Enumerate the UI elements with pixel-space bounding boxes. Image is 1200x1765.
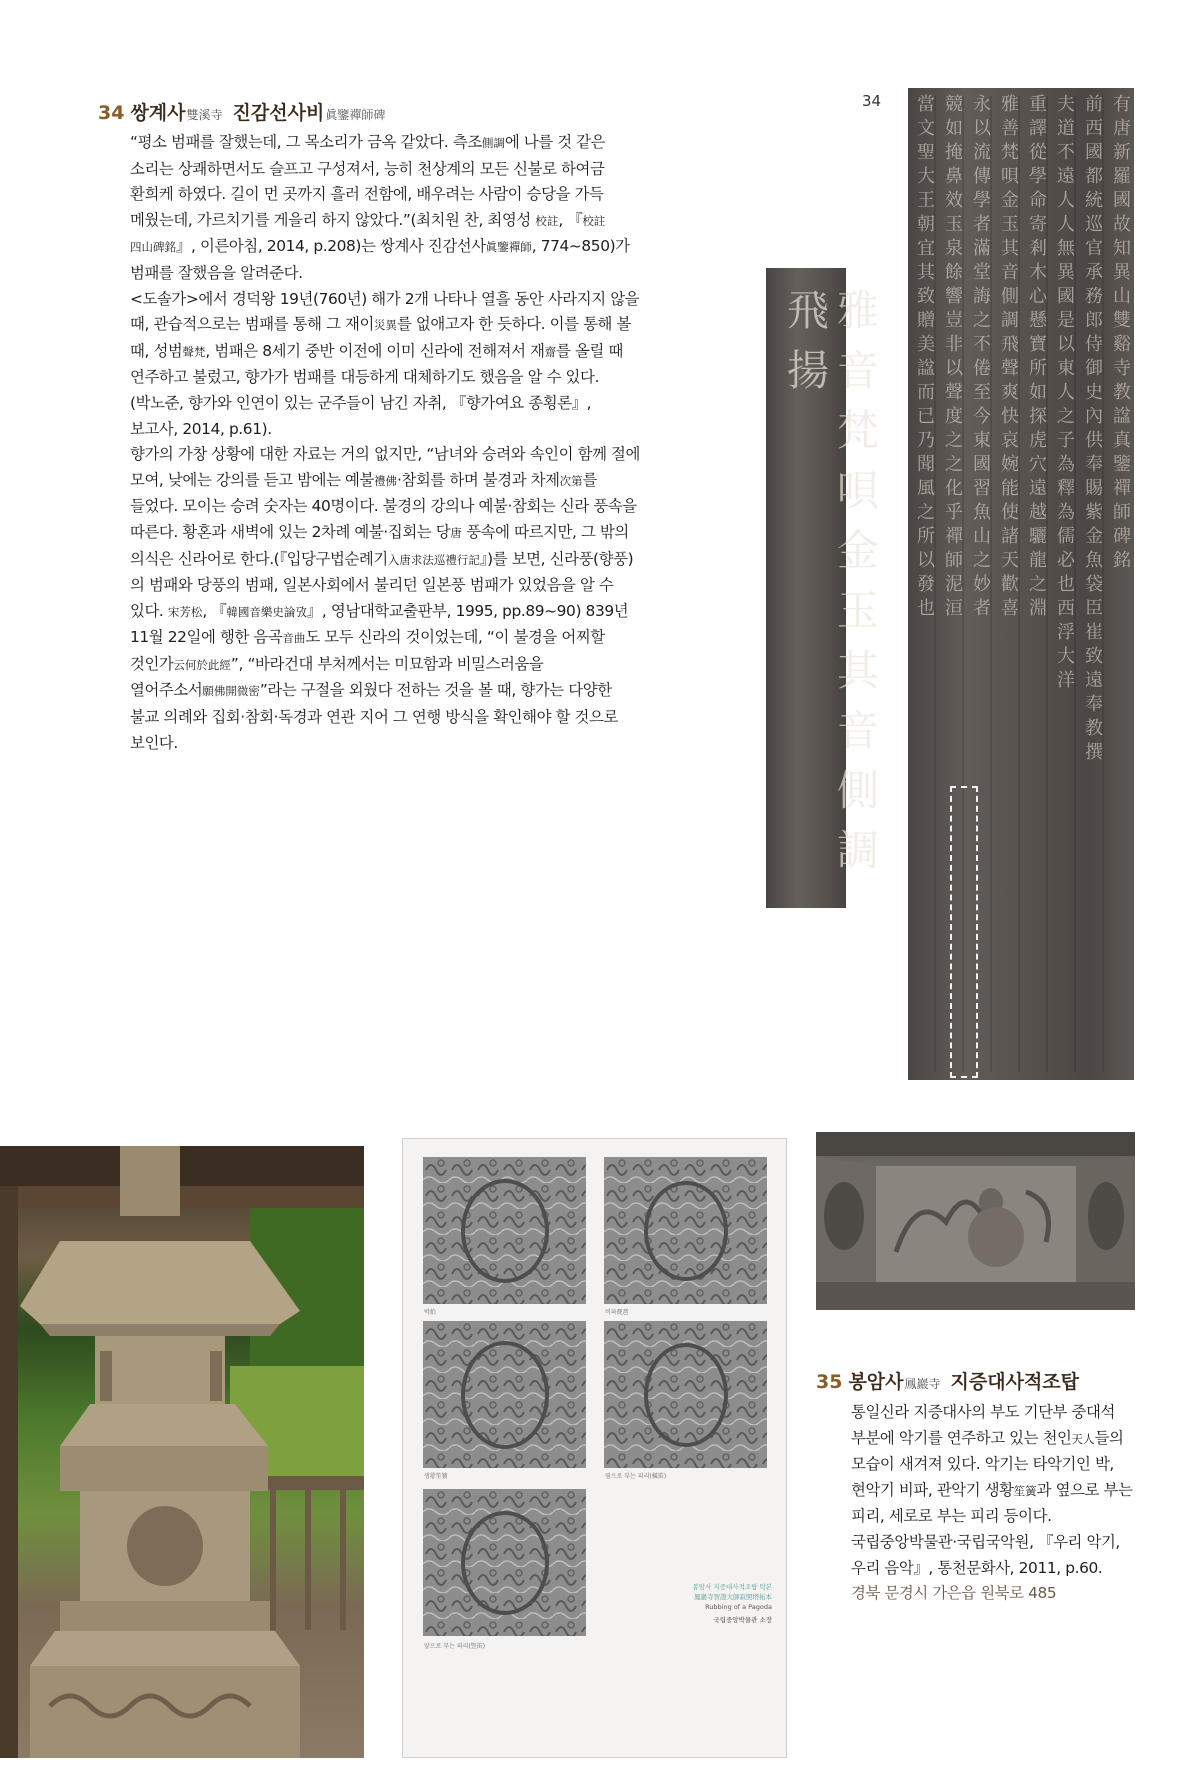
tile-caption: 비파琵琶	[605, 1309, 629, 1316]
hanja-run: 音曲	[282, 631, 306, 646]
rubbing-column: 競如掩鼻效玉泉餘響豈非以聲度之之化乎禪師泥洹	[942, 94, 963, 622]
text-run: 를 들었다. 모이는 승려 숫자는 40명이다. 불경의 강의나 예불·참회는 신라 풍속을 따른다. 황혼과 새벽에 있는 2차례 예불·집회는 당	[130, 470, 637, 541]
text-run: , 범패은 8세기 중반 이전에 이미 신라에 전해져서 재	[205, 341, 545, 360]
rubbing-tile-bipa	[604, 1157, 767, 1304]
stele-rubbing-detail	[766, 268, 880, 908]
rubbing-tile-sujeok	[423, 1489, 586, 1636]
temple-name: 봉암사	[848, 1371, 904, 1393]
text-run: 』)를 보면, 신라풍(향풍)의 범패와 당풍의 범패, 일본사회에서 불리던 일본풍 범패가 있었음을 알 수 있다.	[130, 549, 634, 620]
hanja-run: 校註 四山碑銘	[130, 213, 606, 255]
rubbing-column: 有唐新羅國故知異山雙谿寺教諡真鑒禪師碑銘	[1110, 94, 1131, 574]
rubbing-detail-text: 雅音梵唄金玉其音側調飛揚	[781, 288, 880, 888]
rubbing-tile-bak	[423, 1157, 586, 1304]
stele-rubbing-full	[908, 88, 1134, 1080]
panel-caption-en: Rubbing of a Pagoda	[705, 1603, 772, 1611]
text-run: 』, 이른아침, 2014, p.208)는 쌍계사 진감선사	[176, 237, 486, 256]
hanja-run: 聲梵	[182, 344, 206, 359]
text-run: 향가의 가창 상황에 대한 자료는 거의 없지만, “남녀와 승려와 속인이 함께 절에 모여, 낮에는 강의를 듣고 밤에는 예불	[130, 445, 640, 489]
text-run: ”, “바라건대 부처께서는 미묘함과 비밀스러움을 열어주소서	[130, 654, 544, 700]
rubbing-column: 前西國都統巡官承務郎侍御史內供奉賜紫金魚袋臣崔致遠奉教撰	[1082, 94, 1103, 766]
hanja-run: 禮佛	[373, 473, 397, 488]
text-run: 도 모두 신라의 것이었는데, “이 불경을 어찌할 것인가	[130, 628, 605, 673]
text-run: 통일신라 지증대사의 부도 기단부 중대석 부분에 악기를 연주하고 있는 천인	[851, 1403, 1115, 1447]
hanja-run: 笙簧	[1013, 1483, 1037, 1498]
page-number: 34	[862, 92, 882, 110]
section-number: 34	[98, 102, 125, 124]
text-run: , 774~850)가 범패를 잘했음을 알려준다.	[130, 237, 630, 282]
paragraph-1	[130, 130, 640, 287]
temple-name: 쌍계사	[130, 102, 186, 124]
relief-illustration	[816, 1132, 1135, 1310]
text-run: 들의 모습이 새겨져 있다. 악기는 타악기인 박, 현악기 비파, 관악기 생황	[851, 1428, 1124, 1499]
text-run: ·참회를 하며 불경과 차제	[396, 470, 560, 489]
hanja-run: 次第	[559, 473, 583, 488]
section-35-paragraph	[851, 1400, 1141, 1581]
text-run: 과 옆으로 부는 피리, 세로로 부는 피리 등이다. 국립중앙박물관·국립국악원, 『우리 악기, 우리 음악』, 통천문화사, 2011, p.60.	[851, 1480, 1133, 1577]
monument-hanja: 眞鑒禪師碑	[325, 108, 386, 122]
hanja-run: 願佛開微密	[202, 684, 260, 699]
text-run: 풍속에 따르지만, 그 밖의 의식은 신라어로 한다.(『입당구법순례기	[130, 522, 629, 568]
rubbing-column: 當文聖大王朝宜其致贈美諡而已乃聞風之所以發也	[914, 94, 935, 622]
monument-name: 진감선사비	[232, 102, 325, 124]
hanja-run: 眞鑒禪師	[485, 240, 532, 255]
rubbing-column: 夫道不遠人人無異國是以東人之子為釋為儒必也西浮大洋	[1054, 94, 1075, 694]
hanja-run: 韓國音樂史論攷	[226, 604, 307, 619]
hanja-run: 校註	[535, 213, 559, 228]
text-run: 를 올릴 때 연주하고 불렀고, 향가가 범패를 대등하게 대체하기도 했음을 알 수 있다.(박노준, 향가와 인연이 있는 군주들이 남긴 자취, 『향가여요 종횡론』, 보고사, 2014, p.61).	[130, 341, 623, 438]
panel-caption-owner: 국립중앙박물관 소장	[713, 1616, 772, 1624]
hanja-run: 災異	[373, 318, 397, 333]
section-34-title	[98, 98, 385, 125]
tile-caption: 생황笙簧	[424, 1473, 448, 1480]
text-run: 를 없애고자 한 듯하다. 이를 통해 볼 때, 성범	[130, 315, 631, 360]
text-run: 』, 영남대학교출판부, 1995, pp.89~90) 839년 11월 22일에 행한 음곡	[130, 601, 629, 647]
pagoda-illustration	[0, 1146, 364, 1758]
paragraph-2	[130, 287, 640, 443]
highlight-dashed-box	[950, 786, 978, 1078]
text-run: , 『	[558, 210, 583, 229]
tile-caption: 앞으로 부는 피리(竪笛)	[424, 1643, 486, 1650]
paragraph-3	[130, 442, 640, 756]
hanja-run: 云何於此經	[173, 657, 231, 672]
rubbing-tile-saenghwang	[423, 1321, 586, 1468]
pagoda-photo	[0, 1146, 364, 1758]
text-run: , 『	[202, 601, 227, 620]
hanja-run: 側調	[481, 136, 505, 150]
hanja-run: 宋芳松	[167, 604, 203, 619]
section-35-body	[851, 1400, 1141, 1607]
rubbing-column: 重譯從學命寄剎木心懸寶所如探虎穴遠越驪龍之淵	[1026, 94, 1047, 622]
section-number: 35	[816, 1371, 843, 1393]
text-run: “평소 범패를 잘했는데, 그 목소리가 금옥 같았다. 측조	[130, 133, 482, 151]
section-34-body	[130, 130, 640, 756]
panel-caption-hanja: 鳳巖寺智證大師寂照塔拓本	[694, 1593, 772, 1601]
rubbing-panel	[402, 1138, 787, 1758]
tile-caption: 옆으로 부는 피리(橫笛)	[605, 1473, 667, 1480]
panel-caption-title: 봉암사 지증대사적조탑 탁본	[692, 1583, 772, 1591]
rubbing-tile-hoengjeok	[604, 1321, 767, 1468]
hanja-run: 齋	[544, 344, 557, 359]
text-run: 에 나를 것 같은 소리는 상쾌하면서도 슬프고 구성져서, 능히 천상계의 모든 신불로 하여금 환희케 하였다. 길이 먼 곳까지 흘러 전함에, 배우려는 사람이 승당을 가득 메웠는데, 가르치기를 게을리 하지 않았다.”(최치원 찬, 최영성	[130, 133, 606, 229]
rubbing-column: 永以流傳學者滿堂誨之不倦至今東國習魚山之妙者	[970, 94, 991, 622]
rubbing-column: 雅善梵唄金玉其音側調飛聲爽快哀婉能使諸天歡喜	[998, 94, 1019, 622]
address: 경북 문경시 가은읍 원북로 485	[851, 1584, 1057, 1603]
relief-photo	[816, 1132, 1135, 1310]
section-35-title	[816, 1367, 1079, 1394]
monument-name: 지증대사적조탑	[950, 1371, 1080, 1393]
temple-hanja: 雙溪寺	[186, 108, 223, 122]
text-run: ”라는 구절을 외웠다 전하는 것을 볼 때, 향가는 다양한 불교 의례와 집회·참회·독경과 연관 지어 그 연행 방식을 확인해야 할 것으로 보인다.	[130, 681, 618, 752]
tile-caption: 박拍	[424, 1309, 436, 1316]
hanja-run: 天人	[1071, 1431, 1095, 1446]
temple-hanja: 鳳巖寺	[904, 1377, 941, 1391]
hanja-run: 唐	[450, 525, 462, 540]
hanja-run: 入唐求法巡禮行記	[387, 552, 480, 567]
text-run: <도솔가>에서 경덕왕 19년(760년) 해가 2개 나타나 열흘 동안 사라지지 않을 때, 관습적으로는 범패를 통해 그 재이	[130, 289, 640, 334]
